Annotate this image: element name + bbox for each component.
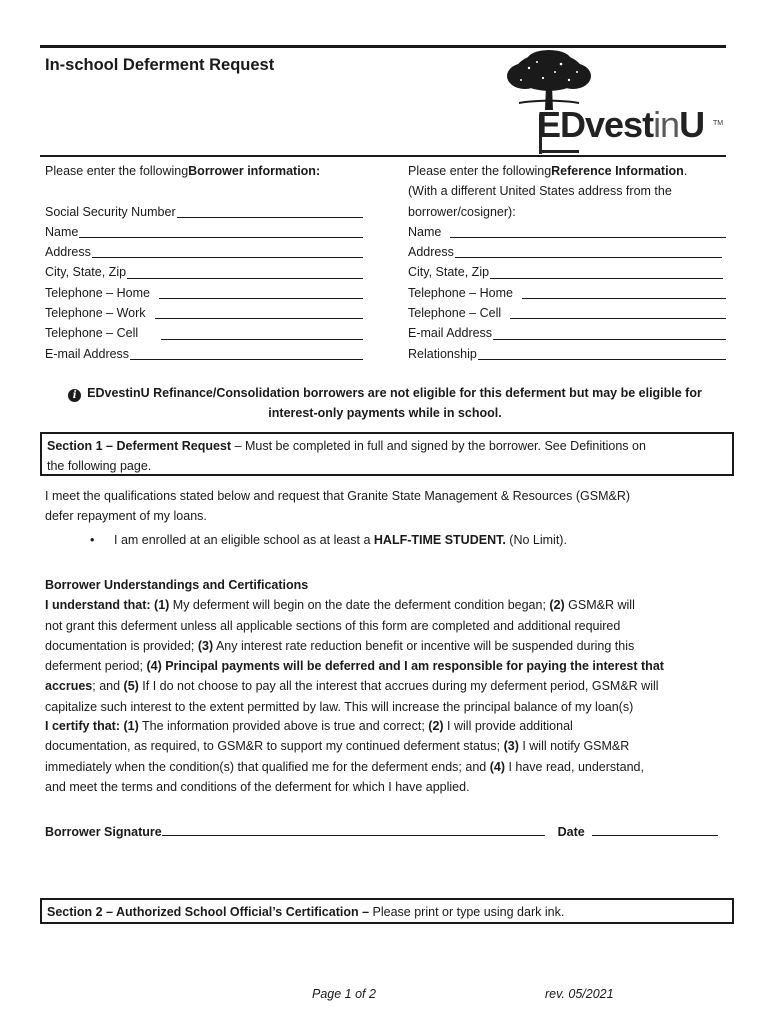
borrower-signature-label: Borrower Signature [45, 825, 162, 839]
signature-row [45, 822, 718, 842]
understandings-heading: Borrower Understandings and Certifications [45, 578, 309, 592]
signature-date-field[interactable] [592, 823, 718, 836]
field-borrower-phone-cell[interactable]: Telephone – Cell [45, 323, 363, 343]
page-number: Page 1 of 2 [312, 987, 376, 1001]
borrower-heading: Please enter the following Borrower information: [45, 164, 321, 178]
reference-info-section [408, 161, 726, 364]
field-ssn[interactable]: Social Security Number [45, 202, 363, 222]
field-reference-relationship[interactable]: Relationship [408, 344, 726, 364]
date-label: Date [557, 825, 585, 839]
field-borrower-city-state-zip[interactable]: City, State, Zip [45, 262, 363, 282]
reference-note: (With a different United States address from the [408, 184, 672, 199]
logo-wordmark: EDvestinU [537, 104, 705, 145]
field-reference-email[interactable]: E-mail Address [408, 323, 726, 343]
borrower-understandings: Borrower Understandings and Certifications I understand that: (1) My deferment will begin on the date the deferment condition began; (2) GSM&R will not grant this deferment unless all applicable sections of this form are completed and additional required documentation is provided; (3) Any interest rate reduction benefit or incentive will be suspended during this deferment period; (4) Principal payments will be deferred and I am responsible for paying the interest that accrues; and (5) If I do not choose to pay all the interest that accrues during my deferment period, GSM&R will capitalize such interest to the extent permitted by law. This will increase the principal balance of my loan(s) [45, 578, 664, 714]
field-reference-name[interactable]: Name [408, 222, 726, 242]
field-reference-city-state-zip[interactable]: City, State, Zip [408, 262, 726, 282]
field-borrower-phone-work[interactable]: Telephone – Work [45, 303, 363, 323]
field-borrower-name[interactable]: Name [45, 222, 363, 242]
field-reference-phone-cell[interactable]: Telephone – Cell [408, 303, 726, 323]
field-borrower-phone-home[interactable]: Telephone – Home [45, 283, 363, 303]
info-icon: i [68, 389, 81, 402]
eligibility-notice: i EDvestinU Refinance/Consolidation borrowers are not eligible for this deferment but may be eligible for interest-only payments while in school. [40, 383, 730, 424]
section2-title: Section 2 – Authorized School Official’s Certification – [47, 905, 373, 919]
borrower-signature-field[interactable] [162, 823, 545, 836]
borrower-certifications: I certify that: (1) The information provided above is true and correct; (2) I will provide additional documentation, as required, to GSM&R to support my continued deferment status; (3) I will notify GSM&R immediately when the condition(s) that qualified me for the deferment ends; and (4) I have read, understand, and meet the terms and conditions of the deferment for which I have applied. [45, 719, 644, 794]
field-reference-address[interactable]: Address [408, 242, 726, 262]
reference-heading: Please enter the following Reference Information . [408, 164, 688, 178]
field-borrower-email[interactable]: E-mail Address [45, 344, 363, 364]
half-time-student-item: • I am enrolled at an eligible school as at least a HALF-TIME STUDENT. (No Limit). [90, 533, 567, 547]
section2-header-box: Section 2 – Authorized School Official’s Certification – Please print or type using dark ink. [40, 898, 734, 924]
edvestinu-logo [497, 50, 729, 154]
section1-header-box: Section 1 – Deferment Request – Must be completed in full and signed by the borrower. See Definitions on the following page. [40, 432, 734, 476]
trademark-mark: TM [713, 120, 724, 127]
section1-title: Section 1 – Deferment Request [47, 439, 232, 453]
borrower-info-section [45, 161, 363, 364]
revision-date: rev. 05/2021 [545, 987, 614, 1001]
reference-note-2: borrower/cosigner): [408, 204, 516, 219]
field-reference-phone-home[interactable]: Telephone – Home [408, 283, 726, 303]
field-borrower-address[interactable]: Address [45, 242, 363, 262]
qualification-statement: I meet the qualifications stated below and request that Granite State Management & Resources (GSM&R) defer repayment of my loans. [45, 489, 631, 524]
tree-icon [499, 50, 599, 110]
page-title: In-school Deferment Request [45, 56, 275, 74]
header-rule [40, 155, 726, 157]
top-rule [40, 45, 726, 48]
